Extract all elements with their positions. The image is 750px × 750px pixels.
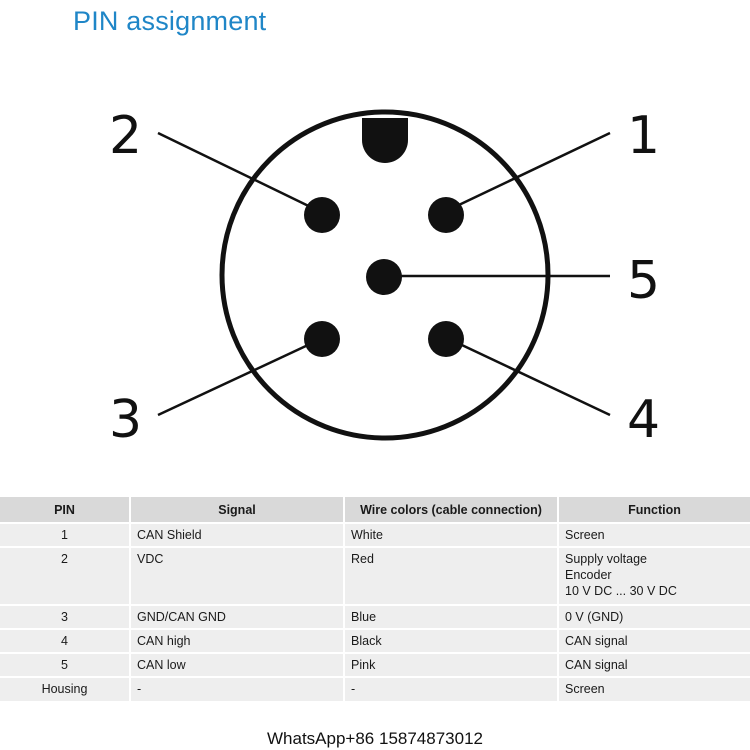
cell-function: CAN signal xyxy=(558,629,750,653)
cell-function: Screen xyxy=(558,677,750,701)
pin-2-contact xyxy=(304,197,340,233)
cell-wire: - xyxy=(344,677,558,701)
table-row xyxy=(0,547,750,605)
cell-signal: CAN high xyxy=(130,629,344,653)
table-row xyxy=(0,677,750,701)
coding-key xyxy=(362,118,408,163)
cell-pin: 1 xyxy=(0,523,130,547)
cell-signal: CAN low xyxy=(130,653,344,677)
pin-5-label: 5 xyxy=(627,251,661,311)
pin-assignment-table xyxy=(0,497,750,701)
cell-pin: 5 xyxy=(0,653,130,677)
pin-4-contact xyxy=(428,321,464,357)
cell-function: 0 V (GND) xyxy=(558,605,750,629)
cell-signal: VDC xyxy=(130,547,344,605)
cell-pin: 4 xyxy=(0,629,130,653)
header-wire-colors: Wire colors (cable connection) xyxy=(344,497,558,523)
cell-pin: Housing xyxy=(0,677,130,701)
pin-2-label: 2 xyxy=(109,106,143,166)
cell-pin: 2 xyxy=(0,547,130,605)
header-pin: PIN xyxy=(0,497,130,523)
watermark-contact: WhatsApp+86 15874873012 xyxy=(267,729,483,748)
cell-function: Supply voltage Encoder 10 V DC ... 30 V DC xyxy=(558,547,750,605)
pin-4-label: 4 xyxy=(627,390,661,450)
cell-function: Screen xyxy=(558,523,750,547)
table-row xyxy=(0,629,750,653)
cell-function: CAN signal xyxy=(558,653,750,677)
cell-wire: Black xyxy=(344,629,558,653)
cell-wire: Blue xyxy=(344,605,558,629)
cell-pin: 3 xyxy=(0,605,130,629)
table-row xyxy=(0,653,750,677)
header-signal: Signal xyxy=(130,497,344,523)
header-function: Function xyxy=(558,497,750,523)
cell-signal: CAN Shield xyxy=(130,523,344,547)
cell-wire: Pink xyxy=(344,653,558,677)
cell-signal: GND/CAN GND xyxy=(130,605,344,629)
table-row xyxy=(0,605,750,629)
pin-1-contact xyxy=(428,197,464,233)
cell-wire: White xyxy=(344,523,558,547)
pin-3-label: 3 xyxy=(109,390,143,450)
pin-5-contact xyxy=(366,259,402,295)
table-row xyxy=(0,523,750,547)
table-header-row xyxy=(0,497,750,523)
page-title: PIN assignment xyxy=(73,6,267,36)
pin-1-label: 1 xyxy=(627,106,661,166)
pin-3-contact xyxy=(304,321,340,357)
cell-signal: - xyxy=(130,677,344,701)
leader-line-pin-1 xyxy=(442,133,610,213)
cell-wire: Red xyxy=(344,547,558,605)
